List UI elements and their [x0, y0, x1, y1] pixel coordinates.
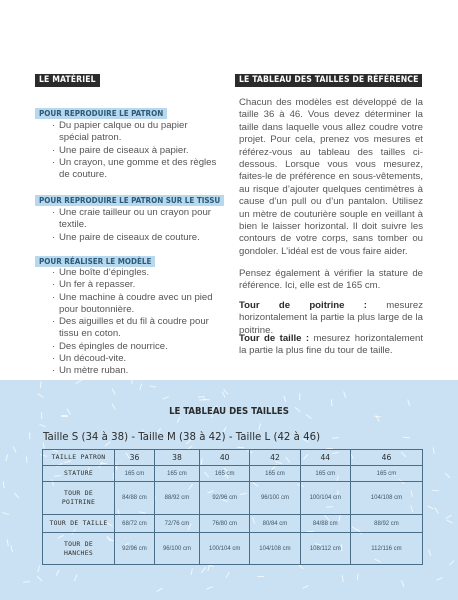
decorative-dash — [149, 385, 156, 388]
reference-heading: LE TABLEAU DES TAILLES DE RÉFÉRENCE — [235, 74, 422, 87]
table-cell: 96/100 cm — [250, 482, 300, 515]
decorative-dash — [12, 446, 16, 453]
chest-label: Tour de poitrine : — [239, 300, 367, 311]
table-cell: 96/100 cm — [155, 533, 200, 565]
section-title-patron: POUR REPRODUIRE LE PATRON — [35, 108, 167, 119]
row-label: STATURE — [43, 466, 115, 482]
table-cell: 92/96 cm — [115, 533, 155, 565]
decorative-dash — [446, 519, 453, 524]
list-item: · Une boîte d’épingles. — [52, 267, 150, 278]
table-cell: 165 cm — [115, 466, 155, 482]
decorative-dash — [14, 492, 20, 498]
decorative-dash — [428, 549, 431, 556]
decorative-dash — [201, 566, 207, 572]
decorative-dash — [139, 383, 142, 390]
table-cell: 104/108 cm — [250, 533, 300, 565]
decorative-dash — [258, 423, 261, 430]
list-item: · Une paire de ciseaux de couture. — [52, 231, 200, 243]
decorative-dash — [10, 545, 13, 552]
decorative-dash — [156, 587, 163, 592]
decorative-dash — [401, 580, 405, 587]
waist-label: Tour de taille : — [239, 333, 310, 344]
decorative-dash — [55, 570, 60, 577]
intro-paragraph: Chacun des modèles est développé de la taille 36 à 46. Vous devez déterminer la taille dans laquelle vous allez coudre votre projet. Pour cela, prenez vos mesures et référez-vous au tableau des tailles ci-dessous. Lorsque vous vous mesurez, faites-le de préférence en sous-vêtements, au risque d’ajouter quelques centimètres à cause d’un pull ou d’un pantalon. Utilisez un mètre de couturière souple en veillant à bien le laisser horizontal. Il doit suivre les contours de votre corps, sans tomber ou gondoler. L’idéal est de vous faire aider. — [239, 97, 423, 257]
decorative-dash — [432, 447, 435, 454]
table-cell: 84/88 cm — [301, 515, 351, 533]
decorative-dash — [283, 396, 286, 403]
decorative-dash — [257, 575, 264, 577]
decorative-dash — [299, 394, 300, 401]
table-row — [43, 533, 423, 565]
decorative-dash — [436, 577, 443, 581]
table-cell: 92/96 cm — [200, 482, 250, 515]
table-row — [43, 482, 423, 515]
column-header: 40 — [200, 450, 250, 466]
decorative-dash — [22, 581, 29, 583]
decorative-dash — [332, 437, 339, 439]
decorative-dash — [302, 584, 309, 588]
column-header: 38 — [155, 450, 200, 466]
decorative-dash — [448, 559, 454, 565]
table-cell: 165 cm — [155, 466, 200, 482]
decorative-dash — [26, 456, 28, 463]
decorative-dash — [73, 574, 77, 581]
decorative-dash — [342, 391, 345, 398]
decorative-dash — [446, 514, 453, 519]
list-modele — [52, 267, 220, 378]
row-label: TOUR DE POITRINE — [43, 482, 115, 515]
table-header-row — [43, 450, 423, 466]
size-table — [42, 449, 423, 565]
decorative-dash — [176, 417, 181, 424]
list-patron — [52, 120, 220, 181]
list-item: · Du papier calque ou du papier spécial patron. — [52, 120, 188, 144]
list-item: · Un fer à repasser. — [52, 279, 136, 291]
stature-paragraph: Pensez également à vérifier la stature de référence. Ici, elle est de 165 cm. — [239, 268, 423, 292]
decorative-dash — [6, 539, 8, 546]
table-cell: 76/80 cm — [200, 515, 250, 533]
table-cell: 84/88 cm — [115, 482, 155, 515]
table-cell: 88/92 cm — [351, 515, 423, 533]
decorative-dash — [111, 388, 115, 395]
decorative-dash — [444, 473, 450, 479]
list-item: · Une machine à coudre avec un pied pour boutonnière. — [52, 291, 213, 315]
decorative-dash — [162, 395, 169, 399]
materiel-heading: LE MATÉRIEL — [35, 74, 100, 87]
table-row — [43, 466, 423, 482]
size-table-title: LE TABLEAU DES TAILLES — [169, 406, 289, 417]
decorative-dash — [2, 512, 9, 515]
decorative-dash — [198, 399, 205, 401]
decorative-dash — [5, 454, 8, 461]
section-title-modele: POUR RÉALISER LE MODÈLE — [35, 256, 155, 267]
row-label: TAILLE PATRON — [43, 450, 115, 466]
table-cell: 100/104 cm — [200, 533, 250, 565]
decorative-dash — [357, 573, 359, 580]
list-item: · Un mètre ruban. — [52, 365, 129, 377]
waist-paragraph: Tour de taille : mesurez horizontalement la partie la plus fine du tour de taille. — [239, 333, 423, 357]
chest-paragraph: Tour de poitrine : mesurez horizontalement la partie la plus large de la poitrine. — [239, 300, 423, 336]
list-tissu — [52, 207, 220, 244]
decorative-dash — [226, 571, 231, 578]
decorative-dash — [342, 575, 344, 582]
decorative-dash — [432, 490, 439, 492]
table-cell: 100/104 cm — [301, 482, 351, 515]
decorative-dash — [37, 393, 44, 398]
decorative-dash — [130, 377, 132, 384]
table-cell: 165 cm — [200, 466, 250, 482]
decorative-dash — [39, 382, 41, 389]
decorative-dash — [427, 506, 434, 510]
table-cell: 165 cm — [250, 466, 300, 482]
list-item: · Un crayon, une gomme et des règles de couture. — [52, 156, 217, 181]
table-cell: 165 cm — [351, 466, 423, 482]
decorative-dash — [75, 379, 82, 384]
row-label: TOUR DE TAILLE — [43, 515, 115, 533]
decorative-dash — [28, 432, 30, 439]
row-label: TOUR DE HANCHES — [43, 533, 115, 565]
decorative-dash — [198, 396, 205, 398]
decorative-dash — [39, 424, 46, 428]
table-cell: 68/72 cm — [115, 515, 155, 533]
section-title-tissu: POUR REPRODUIRE LE PATRON SUR LE TISSU — [35, 195, 224, 206]
decorative-dash — [206, 586, 213, 590]
table-cell: 112/116 cm — [351, 533, 423, 565]
table-cell: 104/108 cm — [351, 482, 423, 515]
list-item: · Un découd-vite. — [52, 353, 127, 365]
decorative-dash — [190, 568, 193, 575]
size-range-line: Taille S (34 à 38) - Taille M (38 à 42) - Taille L (42 à 46) — [43, 432, 321, 443]
table-cell: 165 cm — [301, 466, 351, 482]
decorative-dash — [36, 576, 42, 582]
list-item: · Une craie tailleur ou un crayon pour textile. — [52, 207, 211, 231]
column-header: 46 — [351, 450, 423, 466]
table-cell: 72/76 cm — [155, 515, 200, 533]
list-item: · Des aiguilles et du fil à coudre pour tissu en coton. — [52, 316, 209, 340]
table-cell: 80/84 cm — [250, 515, 300, 533]
table-row — [43, 515, 423, 533]
column-header: 44 — [301, 450, 351, 466]
list-item: · Des épingles de nourrice. — [52, 340, 168, 352]
list-item: · Une paire de ciseaux à papier. — [52, 144, 189, 156]
column-header: 36 — [115, 450, 155, 466]
decorative-dash — [2, 481, 4, 488]
decorative-dash — [403, 436, 410, 438]
column-header: 42 — [250, 450, 300, 466]
decorative-dash — [434, 508, 439, 515]
table-cell: 88/92 cm — [155, 482, 200, 515]
table-cell: 108/112 cm — [301, 533, 351, 565]
decorative-dash — [37, 565, 40, 572]
